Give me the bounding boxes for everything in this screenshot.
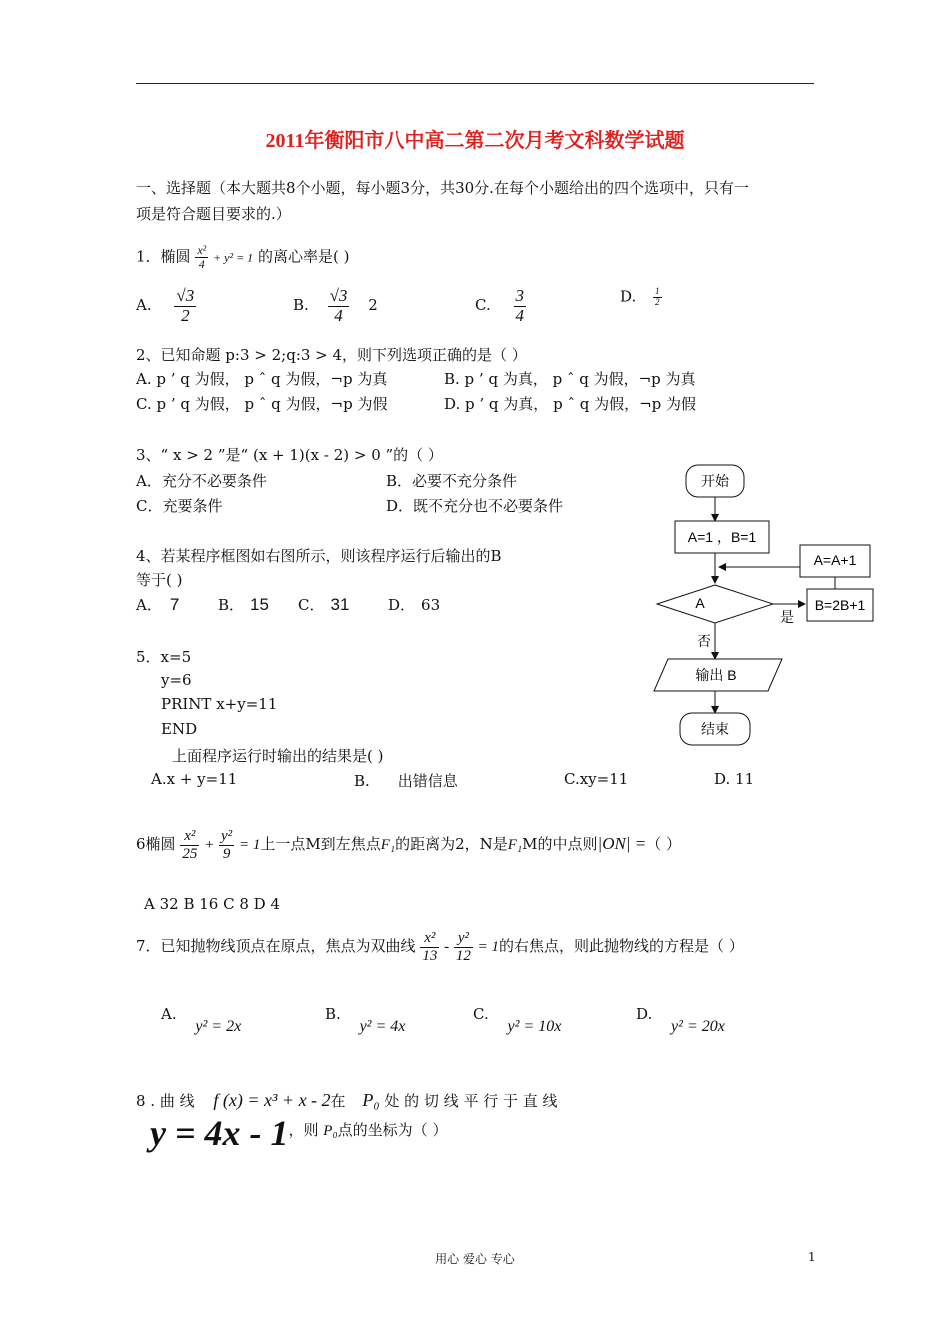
- q1-suffix: 的离心率是( ): [257, 247, 350, 266]
- q2-option-c: C. p ’ q 为假， p ˆ q 为假，¬p 为假: [136, 395, 388, 413]
- q2-stem: 2、已知命题 p:3 > 2;q:3 > 4，则下列选项正确的是（ ）: [136, 346, 527, 364]
- q7-option-c: [473, 1005, 562, 1035]
- q5-code-line2: y=6: [161, 671, 192, 689]
- q6-f1: F₁: [380, 837, 396, 853]
- q7-d-eq: y² = 20x: [671, 1018, 725, 1035]
- q1-eq-den: 4: [198, 257, 205, 272]
- q5-b-value: 出错信息: [397, 772, 458, 790]
- q6-frac1: [180, 828, 199, 862]
- q8-prefix: 8 . 曲 线: [136, 1092, 195, 1110]
- q4-d-label: D．: [388, 596, 416, 614]
- q1-b-num: √3: [329, 286, 348, 305]
- q5-option-d: D. 11: [714, 770, 755, 788]
- q1-eq-rest: + y² = 1: [213, 250, 254, 265]
- q3-option-d: D．既不充分也不必要条件: [386, 497, 564, 515]
- q5-b-label: B.: [354, 772, 370, 790]
- q7-b-label: B.: [325, 1005, 341, 1023]
- footer-text: 用心 爱心 专心: [435, 1252, 515, 1266]
- q6-frac2-num: y²: [221, 828, 233, 844]
- q1-b-frac: [328, 287, 350, 325]
- q4-c-value: 31: [330, 595, 350, 614]
- flow-yes-label: 是: [780, 609, 794, 625]
- q6-frac1-den: 25: [182, 845, 198, 862]
- q4-option-b: [218, 594, 269, 615]
- q7-stem: [136, 930, 744, 964]
- q1-a-label: A.: [136, 296, 152, 315]
- q7-c-label: C.: [473, 1005, 489, 1023]
- q6-abs: |ON| =: [597, 834, 647, 853]
- q7-minus: -: [444, 939, 450, 955]
- flow-decision: [657, 585, 773, 623]
- q2-option-d: D. p ’ q 为真， p ˆ q 为假，¬p 为假: [444, 395, 697, 413]
- q7-suffix: 的右焦点，则此抛物线的方程是（ ）: [499, 937, 744, 955]
- q5-code-line4: END: [161, 720, 198, 738]
- flow-init-label: A=1 ，B=1: [687, 529, 757, 545]
- q1-c-frac: [514, 287, 527, 325]
- q5-option-c: C.xy=11: [564, 770, 629, 788]
- q6-mid2: 的距离为2，N是: [395, 835, 508, 853]
- q7-frac2: [454, 930, 473, 964]
- q1-a-num: √3: [176, 286, 195, 305]
- q1-d-frac: [653, 287, 662, 308]
- q6-paren: （ ）: [646, 835, 681, 853]
- q7-prefix: 7．已知抛物线顶点在原点，焦点为双曲线: [136, 937, 416, 955]
- q4-option-c: [298, 594, 349, 615]
- page-number: 1: [808, 1250, 816, 1264]
- q6-frac2-den: 9: [222, 845, 231, 862]
- q1-a-frac: [174, 287, 196, 325]
- q4-line1: 4、若某程序框图如右图所示，则该程序运行后输出的B: [136, 547, 502, 565]
- q7-option-d: [636, 1005, 725, 1035]
- flow-start-label: 开始: [701, 473, 729, 489]
- q1-c-den: 4: [515, 305, 524, 325]
- section-intro-line2: 项是符合题目要求的.）: [136, 205, 291, 223]
- q1-d-num: 1: [655, 286, 660, 296]
- flow-output-label: 输出 B: [695, 667, 737, 683]
- q5-question: 上面程序运行时输出的结果是( ): [172, 747, 384, 765]
- q1-a-den: 2: [181, 305, 190, 325]
- q7-d-label: D.: [636, 1005, 653, 1023]
- q1-c-label: C.: [475, 296, 491, 315]
- q7-b-eq: y² = 4x: [359, 1018, 406, 1035]
- q3-option-c: C．充要条件: [136, 497, 223, 515]
- q7-option-a: [161, 1005, 242, 1035]
- q8-p0: P₀: [362, 1090, 380, 1110]
- header-rule: [136, 83, 814, 84]
- q1-b-den: 4: [334, 305, 343, 325]
- q5-option-a: A.x + y=11: [151, 770, 238, 788]
- q8-zai: 在: [330, 1092, 346, 1110]
- q4-a-label: A．: [136, 596, 162, 614]
- q4-b-value: 15: [250, 595, 269, 614]
- q8-line2-end: 点的坐标为（ ）: [337, 1121, 448, 1139]
- q6-eq: = 1: [238, 837, 261, 853]
- flow-loop1-label: A=A+1: [813, 552, 857, 568]
- q8-big-equation: y = 4x - 1: [150, 1113, 289, 1153]
- q8-p0b: P₀: [323, 1123, 338, 1139]
- q6-mid3: M的中点则: [522, 835, 598, 853]
- q5-code-line3: PRINT x+y=11: [161, 695, 278, 713]
- q7-c-eq: y² = 10x: [507, 1018, 562, 1035]
- q2-option-b: B. p ’ q 为真， p ˆ q 为假，¬p 为真: [444, 370, 696, 388]
- q1-eq-num: x²: [197, 243, 207, 257]
- q1-option-b: [293, 287, 378, 325]
- q6-stem: [136, 828, 681, 862]
- q4-option-d: [388, 594, 440, 615]
- q7-a-label: A.: [161, 1005, 177, 1023]
- flow-loop2-label: B=2B+1: [814, 597, 866, 613]
- q7-frac2-num: y²: [454, 930, 473, 948]
- q4-c-label: C．: [298, 596, 325, 614]
- q4-b-label: B．: [218, 596, 245, 614]
- q7-option-b: [325, 1005, 406, 1035]
- q7-eq: = 1: [477, 939, 500, 955]
- q1-d-den: 2: [655, 296, 660, 307]
- q6-mid: 上一点M到左焦点: [260, 835, 381, 853]
- q7-a-eq: y² = 2x: [195, 1018, 242, 1035]
- q6-f1b: F₁: [507, 837, 523, 853]
- q1-option-a: [136, 287, 196, 325]
- q8-func: f (x) = x³ + x - 2: [213, 1090, 331, 1110]
- q1-stem: [136, 244, 349, 271]
- page-title: 2011年衡阳市八中高二第二次月考文科数学试题: [265, 130, 685, 152]
- q8-line2-text: ，则: [288, 1121, 319, 1139]
- q7-frac1: [420, 930, 439, 964]
- q6-plus: +: [204, 837, 215, 853]
- flow-no-label: 否: [697, 633, 711, 649]
- q6-frac2: [219, 828, 234, 862]
- q1-b-label: B.: [293, 296, 309, 315]
- q3-option-a: A．充分不必要条件: [136, 472, 267, 490]
- q5-code-line1: 5．x=5: [136, 648, 192, 666]
- q7-frac1-den: 13: [422, 947, 438, 964]
- q2-option-a: A. p ’ q 为假， p ˆ q 为假，¬p 为真: [136, 370, 388, 388]
- q4-a-value: 7: [169, 595, 180, 614]
- q1-option-c: [475, 287, 526, 325]
- flow-decision-label: A: [695, 595, 705, 611]
- q8-line1: [136, 1090, 558, 1111]
- q6-prefix: 6椭圆: [136, 835, 176, 853]
- flowchart: [640, 455, 885, 760]
- q1-option-d: [620, 287, 662, 308]
- q4-option-a: [136, 594, 179, 615]
- q7-frac1-num: x²: [420, 930, 439, 948]
- q1-b-extra: 2: [368, 296, 378, 315]
- q1-d-label: D.: [620, 287, 637, 306]
- q3-option-b: B．必要不充分条件: [386, 472, 518, 490]
- q4-line2: 等于( ): [136, 571, 183, 589]
- q6-frac1-num: x²: [180, 828, 199, 846]
- q1-prefix: 1．椭圆: [136, 247, 191, 266]
- q8-line2: [150, 1112, 447, 1154]
- q6-options: A 32 B 16 C 8 D 4: [144, 895, 280, 913]
- q1-eq-frac: [195, 244, 208, 271]
- q8-line1-rest: 处 的 切 线 平 行 于 直 线: [384, 1092, 558, 1110]
- q3-stem: 3、“ x > 2 ”是“ (x + 1)(x - 2) > 0 ”的（ ）: [136, 446, 443, 464]
- q1-c-num: 3: [515, 286, 524, 305]
- flow-end-label: 结束: [701, 721, 729, 737]
- q4-d-value: 63: [421, 596, 441, 614]
- q5-option-b: [354, 770, 458, 791]
- section-intro-line1: 一、选择题（本大题共8个小题，每小题3分，共30分.在每个小题给出的四个选项中，只有一: [136, 179, 749, 197]
- q7-frac2-den: 12: [455, 947, 471, 964]
